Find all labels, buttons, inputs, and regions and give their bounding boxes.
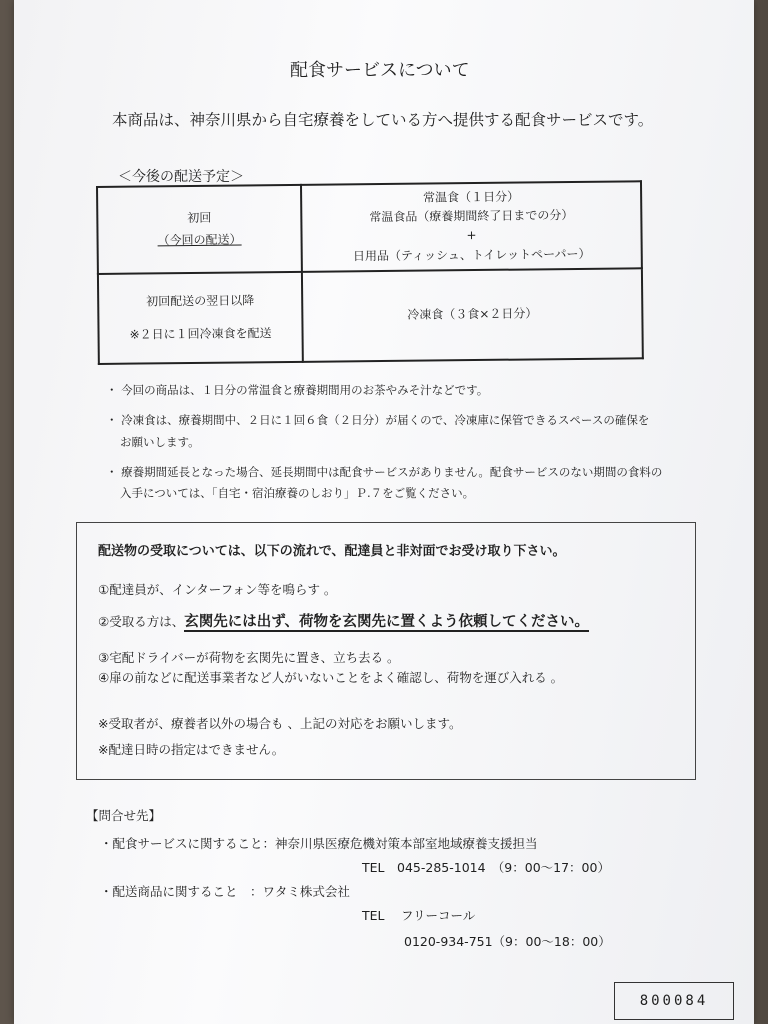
frozen-food-label: 冷凍食（３食×２日分）: [407, 306, 538, 323]
note-item: 入手については、「自宅・宿泊療養のしおり」Ｐ.７をご覧ください。: [120, 486, 475, 501]
frozen-schedule-note: ※２日に１回冷凍食を配送: [129, 325, 272, 342]
contact-line-1: ・配食サービスに関すること：神奈川県医療危機対策本部室地域療養支援担当: [100, 836, 538, 851]
delivery-step-4: ④扉の前などに配送事業者など人がいないことをよく確認し、荷物を運び入れる 。: [98, 670, 564, 685]
table-row: [97, 181, 642, 273]
delivery-note-1: ※受取者が、療養者以外の場合も 、上記の対応をお願いします。: [98, 716, 462, 731]
contact-line-2: ・配送商品に関すること ：ワタミ株式会社: [100, 884, 350, 899]
contact-heading: 【問合せ先】: [86, 808, 162, 823]
after-first-label: 初回配送の翌日以降: [146, 293, 255, 309]
delivery-heading: 配送物の受取については、以下の流れで、配達員と非対面でお受け取り下さい。: [98, 544, 566, 559]
schedule-table: [96, 180, 644, 364]
first-delivery-label: 初回: [187, 210, 212, 225]
schedule-cell-after: [98, 272, 303, 364]
note-item: ・ 冷凍食は、療養期間中、２日に１回６食（２日分）が届くので、冷凍庫に保管できるスペースの確保を: [106, 412, 650, 427]
contact-tel-2: TEL フリーコール: [362, 908, 476, 923]
table-row: [98, 268, 643, 364]
delivery-step-3: ③宅配ドライバーが荷物を玄関先に置き、立ち去る 。: [98, 650, 400, 665]
daily-goods-label: 日用品（ティッシュ、トイレットペーパー）: [352, 246, 591, 263]
delivery-step-1: ①配達員が、インターフォン等を鳴らす 。: [98, 582, 337, 597]
schedule-cell-first: [97, 185, 302, 274]
plus-sign: +: [466, 228, 477, 243]
schedule-cell-first-items: [301, 181, 642, 271]
contact-tel-1: TEL 045-285-1014 （9：00～17：00）: [362, 860, 610, 875]
note-item: お願いします。: [120, 434, 200, 449]
delivery-step-2: [98, 610, 589, 631]
ambient-food-label: 常温食（１日分）: [423, 189, 520, 205]
current-delivery-label: （今回の配送）: [157, 232, 242, 248]
note-item: ・ 療養期間延長となった場合、延長期間中は配食サービスがありません。配食サービスのない期間の食料の: [106, 464, 663, 479]
document-code: 800084: [614, 982, 734, 1020]
delivery-note-2: ※配達日時の指定はできません。: [98, 742, 285, 757]
note-item: ・ 今回の商品は、１日分の常温食と療養期間用のお茶やみそ汁などです。: [106, 383, 489, 397]
step2-prefix: ②受取る方は、: [98, 614, 185, 629]
ambient-goods-label: 常温食品（療養期間終了日までの分）: [369, 208, 574, 225]
intro-text: 本商品は、神奈川県から自宅療養をしている方へ提供する配食サービスです。: [112, 111, 654, 129]
schedule-label: ＜今後の配送予定＞: [118, 169, 244, 185]
notes-list: [106, 380, 662, 505]
step2-emphasis: 玄関先には出ず、荷物を玄関先に置くよう依頼してください。: [184, 614, 590, 630]
contact-number-2: 0120-934-751（9：00～18：00）: [404, 934, 611, 949]
document-title: 配食サービスについて: [290, 60, 470, 81]
schedule-cell-frozen: [302, 268, 643, 362]
